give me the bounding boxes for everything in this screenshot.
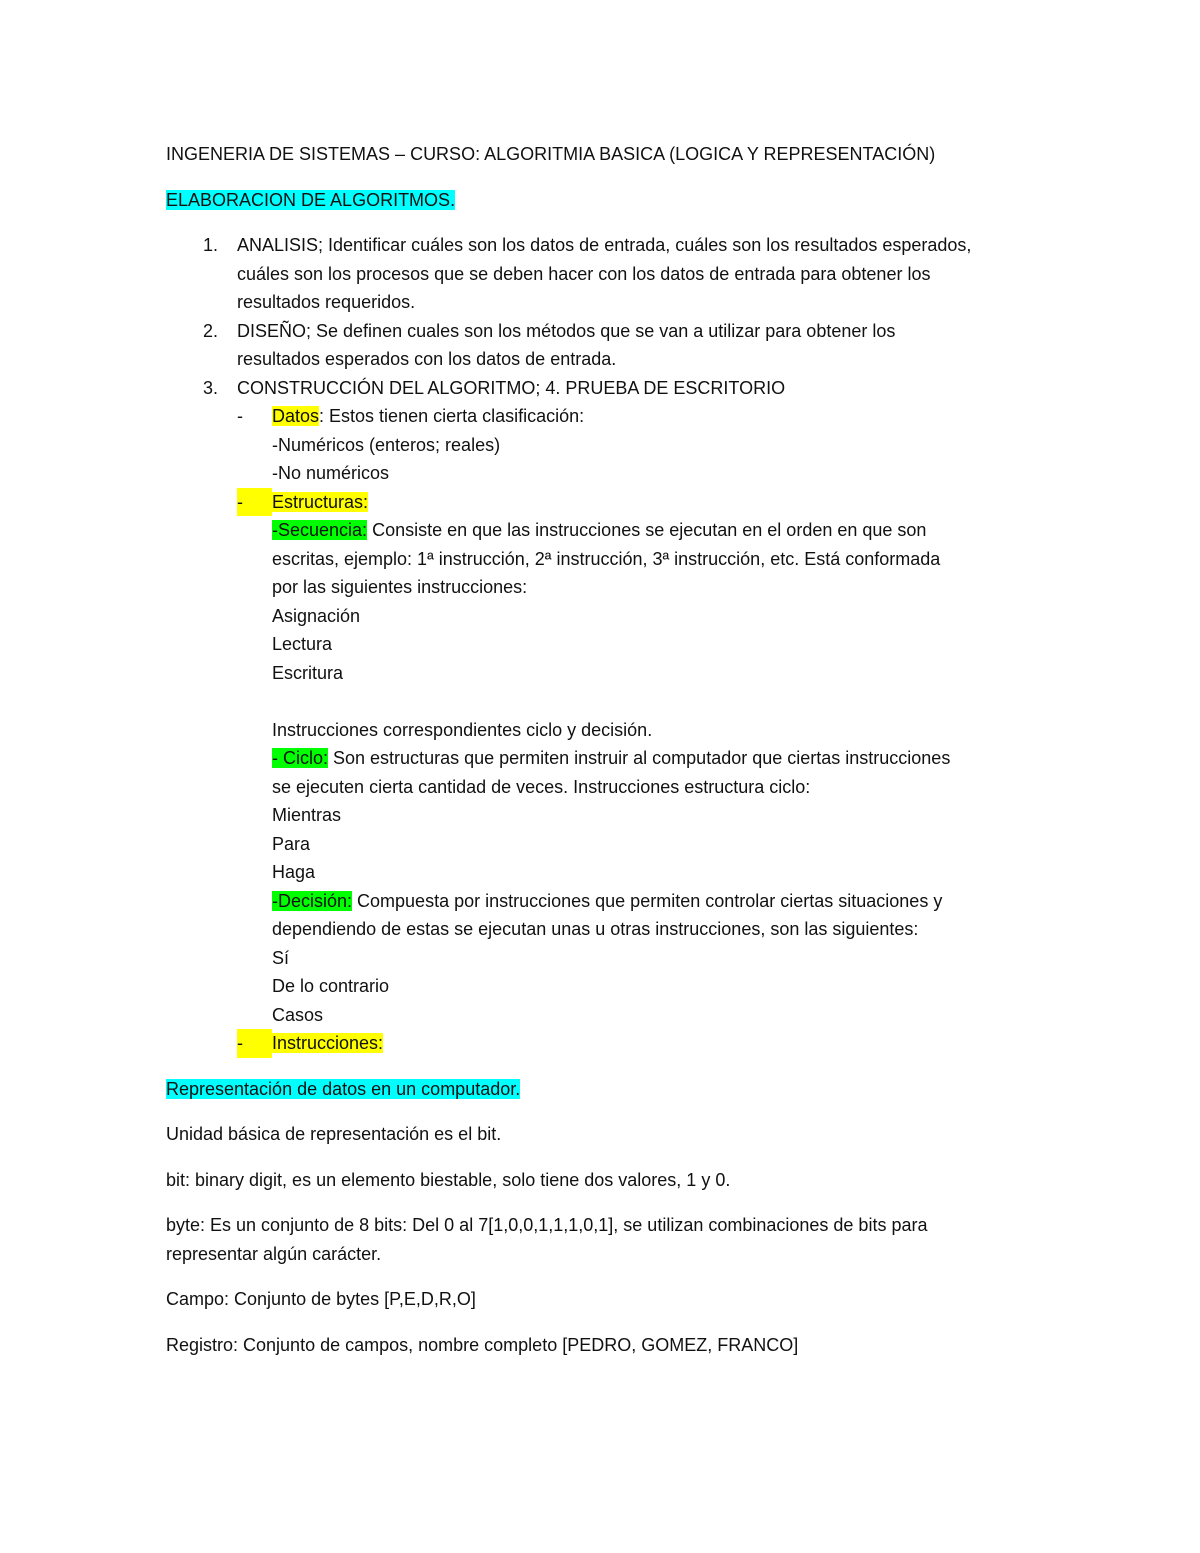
bullet-dash-highlight [237,488,272,517]
list-item: Escritura [272,662,344,683]
paragraph-bit: bit: binary digit, es un elemento biestable, solo tiene dos valores, 1 y 0. [166,1169,731,1190]
estructuras-label: Estructuras: [272,491,369,512]
paragraph-line: representar algún carácter. [166,1243,382,1264]
paragraph-byte [166,1211,1036,1268]
bullet-dash: - [237,491,243,512]
blank-line [272,687,1036,716]
ciclo-intro: Instrucciones correspondientes ciclo y decisión. [272,719,653,740]
document-header: INGENERIA DE SISTEMAS – CURSO: ALGORITMIA BASICA (LOGICA Y REPRESENTACIÓN) [166,144,936,164]
decision-text: Compuesta por instrucciones que permiten controlar ciertas situaciones y [352,890,943,911]
numbered-list [166,231,1036,1058]
bullet-line [272,402,1036,431]
decision-label: -Decisión: [272,890,353,911]
bullet-line: -Numéricos (enteros; reales) [272,434,501,455]
bullet-instrucciones [166,1029,1036,1058]
section-title-representacion [166,1075,1036,1104]
bullet-datos [166,402,1036,488]
list-item: Sí [272,947,290,968]
decision-line: dependiendo de estas se ejecutan unas u otras instrucciones, son las siguientes: [272,919,919,939]
list-item: Haga [272,862,316,882]
section-title-text: Representación de datos en un computador. [166,1078,521,1099]
list-text-line: cuáles son los procesos que se deben hacer con los datos de entrada para obtener los [237,263,931,284]
instrucciones-label: Instrucciones: [272,1033,384,1053]
list-item: Para [272,833,311,854]
ciclo-text: Son estructuras que permiten instruir al computador que ciertas instrucciones [328,748,951,768]
list-text-line: resultados requeridos. [237,292,416,312]
bullet-estructuras [166,488,1036,1030]
bullet-line: -No numéricos [272,463,390,483]
list-text-line: ANALISIS; Identificar cuáles son los datos de entrada, cuáles son los resultados esperados, [237,235,972,255]
ciclo-line: se ejecuten cierta cantidad de veces. Instrucciones estructura ciclo: [272,776,811,797]
list-item-analisis [166,231,1036,317]
paragraph-registro: Registro: Conjunto de campos, nombre completo [PEDRO, GOMEZ, FRANCO] [166,1334,799,1355]
list-number: 1. [203,235,219,255]
list-number: 2. [203,320,219,341]
section-title-elaboracion [166,186,1036,215]
list-item: Casos [272,1004,324,1025]
list-text-line: CONSTRUCCIÓN DEL ALGORITMO; 4. PRUEBA DE ESCRITORIO [237,377,786,398]
list-text-line: resultados esperados con los datos de entrada. [237,349,617,369]
list-item: Mientras [272,805,342,825]
list-item-diseno [166,317,1036,374]
list-item: Lectura [272,634,333,654]
list-item: De lo contrario [272,976,390,996]
bullet-dash: - [237,406,243,426]
paragraph-campo: Campo: Conjunto de bytes [P,E,D,R,O] [166,1289,476,1309]
list-number: 3. [203,377,219,398]
secuencia-line: por las siguientes instrucciones: [272,577,528,597]
secuencia-text: Consiste en que las instrucciones se ejecutan en el orden en que son [367,520,927,540]
list-item: Asignación [272,605,361,626]
secuencia-label: -Secuencia: [272,520,368,540]
datos-label: Datos [272,406,320,426]
bullet-line [272,488,1036,517]
bullet-dash: - [237,1033,243,1053]
list-text-line: DISEÑO; Se definen cuales son los métodos que se van a utilizar para obtener los [237,320,896,341]
decision-line [272,887,1036,916]
datos-text: : Estos tienen cierta clasificación: [319,406,585,426]
section-title-text: ELABORACION DE ALGORITMOS. [166,189,456,210]
secuencia-line: escritas, ejemplo: 1ª instrucción, 2ª instrucción, 3ª instrucción, etc. Está conformada [272,548,941,569]
document-body [166,140,1036,1359]
paragraph-line: byte: Es un conjunto de 8 bits: Del 0 al 7[1,0,0,1,1,1,0,1], se utilizan combinaciones de bits para [166,1215,928,1235]
ciclo-label: - Ciclo: [272,748,329,768]
bullet-dash-highlight [237,1029,272,1058]
bullet-line [272,1029,1036,1058]
paragraph-unidad: Unidad básica de representación es el bit. [166,1124,502,1144]
secuencia-line [272,516,1036,545]
ciclo-line [272,744,1036,773]
list-item-construccion [166,374,1036,403]
